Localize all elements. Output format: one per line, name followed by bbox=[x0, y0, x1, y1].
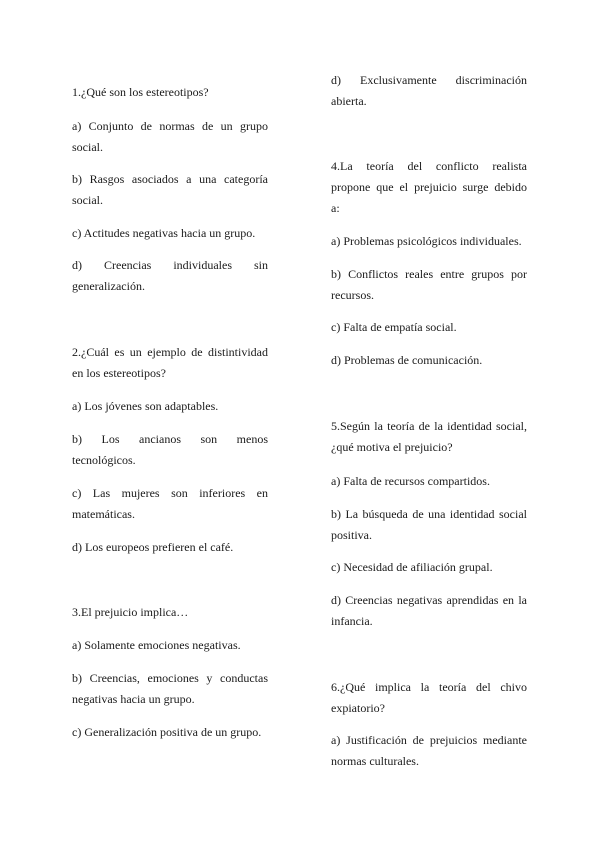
question-1-text: 1.¿Qué son los estereotipos? bbox=[72, 85, 209, 99]
question-3-text: 3.El prejuicio implica… bbox=[72, 605, 189, 619]
